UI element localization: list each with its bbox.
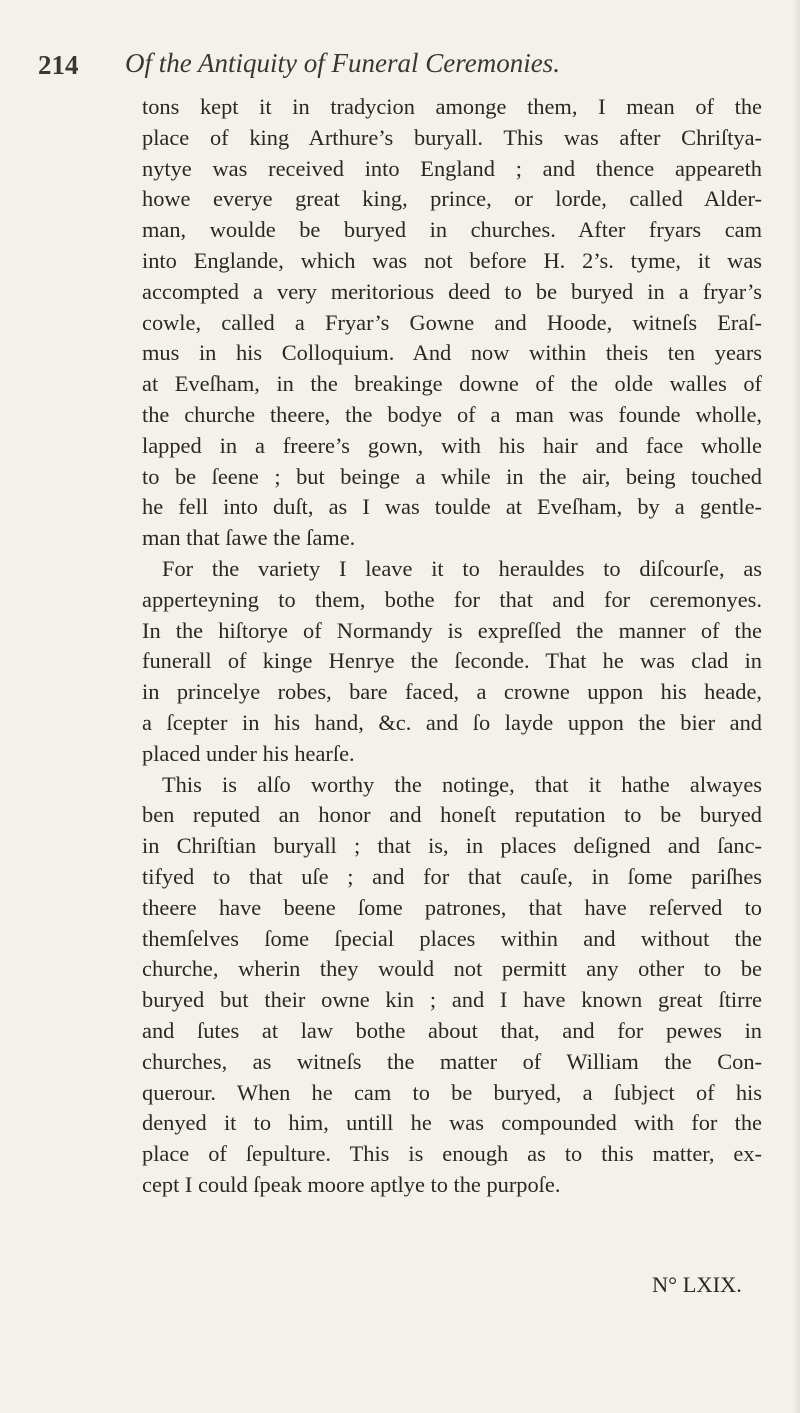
- text-line: man, woulde be buryed in churches. After fryars cam: [142, 217, 762, 243]
- text-line: churche, wherin they would not permitt any other to be: [142, 956, 762, 982]
- text-line: to be ſeene ; but beinge a while in the air, being touched: [142, 463, 762, 489]
- text-line: in princelye robes, bare faced, a crowne uppon his heade,: [142, 679, 762, 705]
- text-line: themſelves ſome ſpecial places within and without the: [142, 925, 762, 951]
- text-line: the churche theere, the bodye of a man was founde wholle,: [142, 401, 762, 427]
- text-line: theere have beene ſome patrones, that have reſerved to: [142, 894, 762, 920]
- text-line: into Englande, which was not before H. 2’s. tyme, it was: [142, 247, 762, 273]
- text-line: tons kept it in tradycion amonge them, I mean of the: [142, 94, 762, 119]
- text-line: For the variety I leave it to herauldes to diſcourſe, as: [162, 555, 762, 581]
- text-line: cept I could ſpeak moore aptlye to the purpoſe.: [142, 1171, 561, 1197]
- running-head: Of the Antiquity of Funeral Ceremonies.: [125, 48, 560, 78]
- text-line: he fell into duſt, as I was toulde at Eveſham, by a gentle-: [142, 494, 762, 520]
- text-line: This is alſo worthy the notinge, that it hathe alwayes: [162, 771, 762, 797]
- text-line: placed under his hearſe.: [142, 740, 355, 766]
- page-edge-shadow: [792, 0, 800, 1413]
- catchword: N° LXIX.: [652, 1272, 742, 1297]
- text-line: place of king Arthure’s buryall. This was after Chriſtya-: [142, 124, 762, 150]
- text-line: querour. When he cam to be buryed, a ſubject of his: [142, 1079, 762, 1105]
- text-line: funerall of kinge Henrye the ſeconde. That he was clad in: [142, 648, 762, 674]
- text-line: man that ſawe the ſame.: [142, 525, 356, 551]
- text-line: denyed it to him, untill he was compounded with for the: [142, 1110, 762, 1136]
- text-line: place of ſepulture. This is enough as to this matter, ex-: [142, 1141, 762, 1167]
- text-line: mus in his Colloquium. And now within theis ten years: [142, 340, 762, 366]
- text-line: buryed but their owne kin ; and I have known great ſtirre: [142, 987, 762, 1013]
- text-line: at Eveſham, in the breakinge downe of the olde walles of: [142, 371, 762, 397]
- text-line: tifyed to that uſe ; and for that cauſe, in ſome pariſhes: [142, 863, 762, 889]
- text-line: In the hiſtorye of Normandy is expreſſed the manner of the: [142, 617, 762, 643]
- text-line: cowle, called a Fryar’s Gowne and Hoode, witneſs Eraſ-: [142, 309, 762, 335]
- text-line: churches, as witneſs the matter of William the Con-: [142, 1048, 762, 1074]
- text-line: lapped in a freere’s gown, with his hair and face wholle: [142, 432, 762, 458]
- text-line: accompted a very meritorious deed to be buryed in a fryar’s: [142, 278, 762, 304]
- page-number: 214: [38, 50, 79, 80]
- body-text: [142, 92, 762, 1201]
- text-line: in Chriſtian buryall ; that is, in places deſigned and ſanc-: [142, 833, 762, 859]
- text-line: nytye was received into England ; and thence appeareth: [142, 155, 762, 181]
- text-line: and ſutes at law bothe about that, and for pewes in: [142, 1017, 762, 1043]
- text-line: howe everye great king, prince, or lorde, called Alder-: [142, 186, 762, 212]
- text-line: apperteyning to them, bothe for that and for ceremonyes.: [142, 586, 762, 612]
- text-line: a ſcepter in his hand, &c. and ſo layde uppon the bier and: [142, 709, 762, 735]
- text-line: ben reputed an honor and honeſt reputation to be buryed: [142, 802, 762, 828]
